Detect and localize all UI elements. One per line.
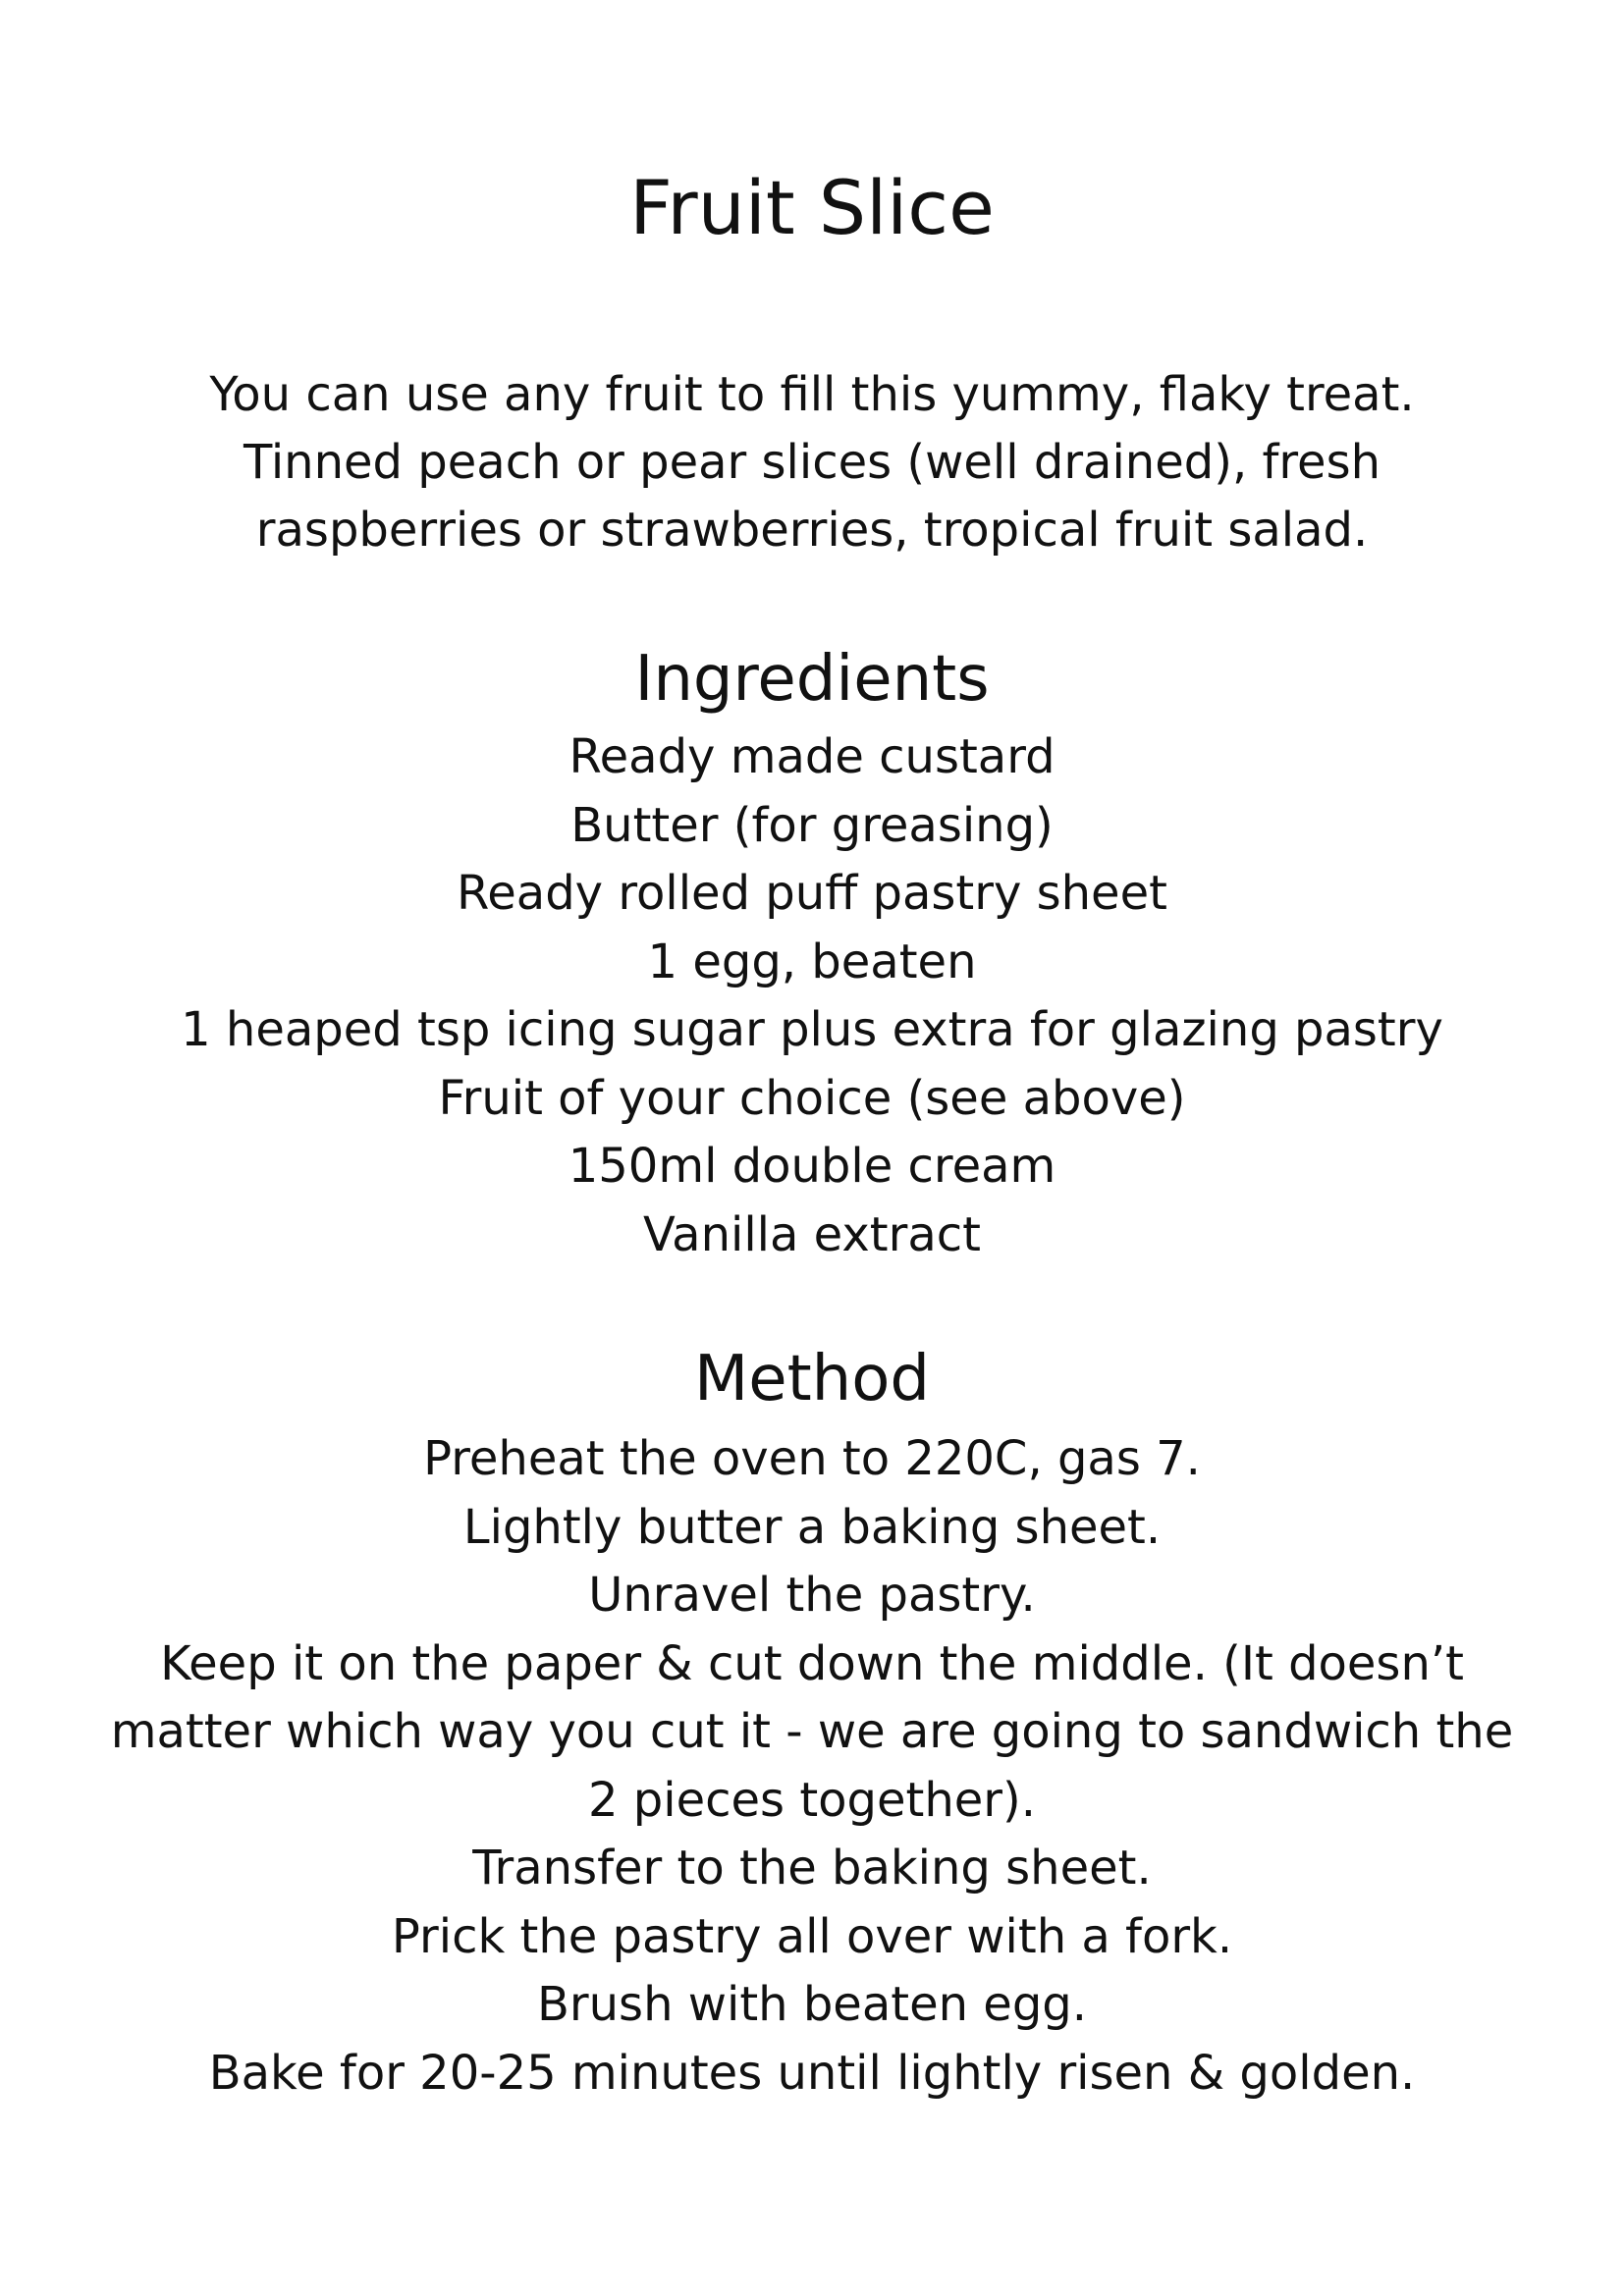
method-line <box>0 1494 1624 1563</box>
method-line <box>0 1835 1624 1903</box>
ingredient-item <box>0 1133 1624 1201</box>
method-text: Unravel the pastry. <box>588 1568 1036 1623</box>
ingredient-item <box>0 996 1624 1065</box>
ingredient-text: Ready rolled puff pastry sheet <box>457 866 1167 921</box>
method-list <box>0 1425 1624 2108</box>
recipe-title: Fruit Slice <box>629 164 995 251</box>
ingredient-item <box>0 1201 1624 1270</box>
method-text: matter which way you cut it - we are going to sandwich the <box>110 1704 1514 1759</box>
method-text: Lightly butter a baking sheet. <box>462 1499 1162 1555</box>
method-text: Prick the pastry all over with a fork. <box>391 1908 1233 1964</box>
ingredient-text: Vanilla extract <box>643 1206 981 1262</box>
method-line <box>0 1698 1624 1767</box>
method-text: Transfer to the baking sheet. <box>472 1841 1152 1896</box>
recipe-intro <box>0 361 1624 564</box>
method-text: 2 pieces together). <box>588 1772 1036 1828</box>
method-line <box>0 1903 1624 1972</box>
method-line <box>0 2040 1624 2109</box>
method-line <box>0 1971 1624 2040</box>
ingredient-item <box>0 1065 1624 1134</box>
method-line <box>0 1630 1624 1699</box>
ingredient-item <box>0 723 1624 792</box>
method-text: Preheat the oven to 220C, gas 7. <box>423 1431 1201 1486</box>
ingredient-item <box>0 929 1624 997</box>
ingredient-item <box>0 792 1624 861</box>
method-text: Bake for 20-25 minutes until lightly risen & golden. <box>208 2045 1416 2101</box>
intro-line: Tinned peach or pear slices (well drained), fresh <box>244 435 1380 490</box>
ingredient-text: Butter (for greasing) <box>570 797 1054 853</box>
method-line <box>0 1767 1624 1836</box>
method-text: Brush with beaten egg. <box>536 1977 1088 2032</box>
ingredients-heading: Ingredients <box>634 643 990 716</box>
ingredient-text: Ready made custard <box>568 729 1056 784</box>
method-line <box>0 1425 1624 1494</box>
ingredient-text: 150ml double cream <box>568 1139 1056 1194</box>
method-line <box>0 1562 1624 1630</box>
method-text: Keep it on the paper & cut down the middle. (It doesn’t <box>160 1635 1464 1691</box>
intro-line: You can use any fruit to fill this yummy, flaky treat. <box>209 367 1415 422</box>
method-heading: Method <box>693 1343 931 1415</box>
ingredient-text: 1 heaped tsp icing sugar plus extra for glazing pastry <box>181 1002 1443 1057</box>
ingredient-item <box>0 860 1624 929</box>
ingredients-list <box>0 723 1624 1269</box>
intro-line: raspberries or strawberries, tropical fruit salad. <box>255 503 1369 558</box>
ingredient-text: 1 egg, beaten <box>647 934 977 989</box>
ingredient-text: Fruit of your choice (see above) <box>438 1070 1186 1126</box>
